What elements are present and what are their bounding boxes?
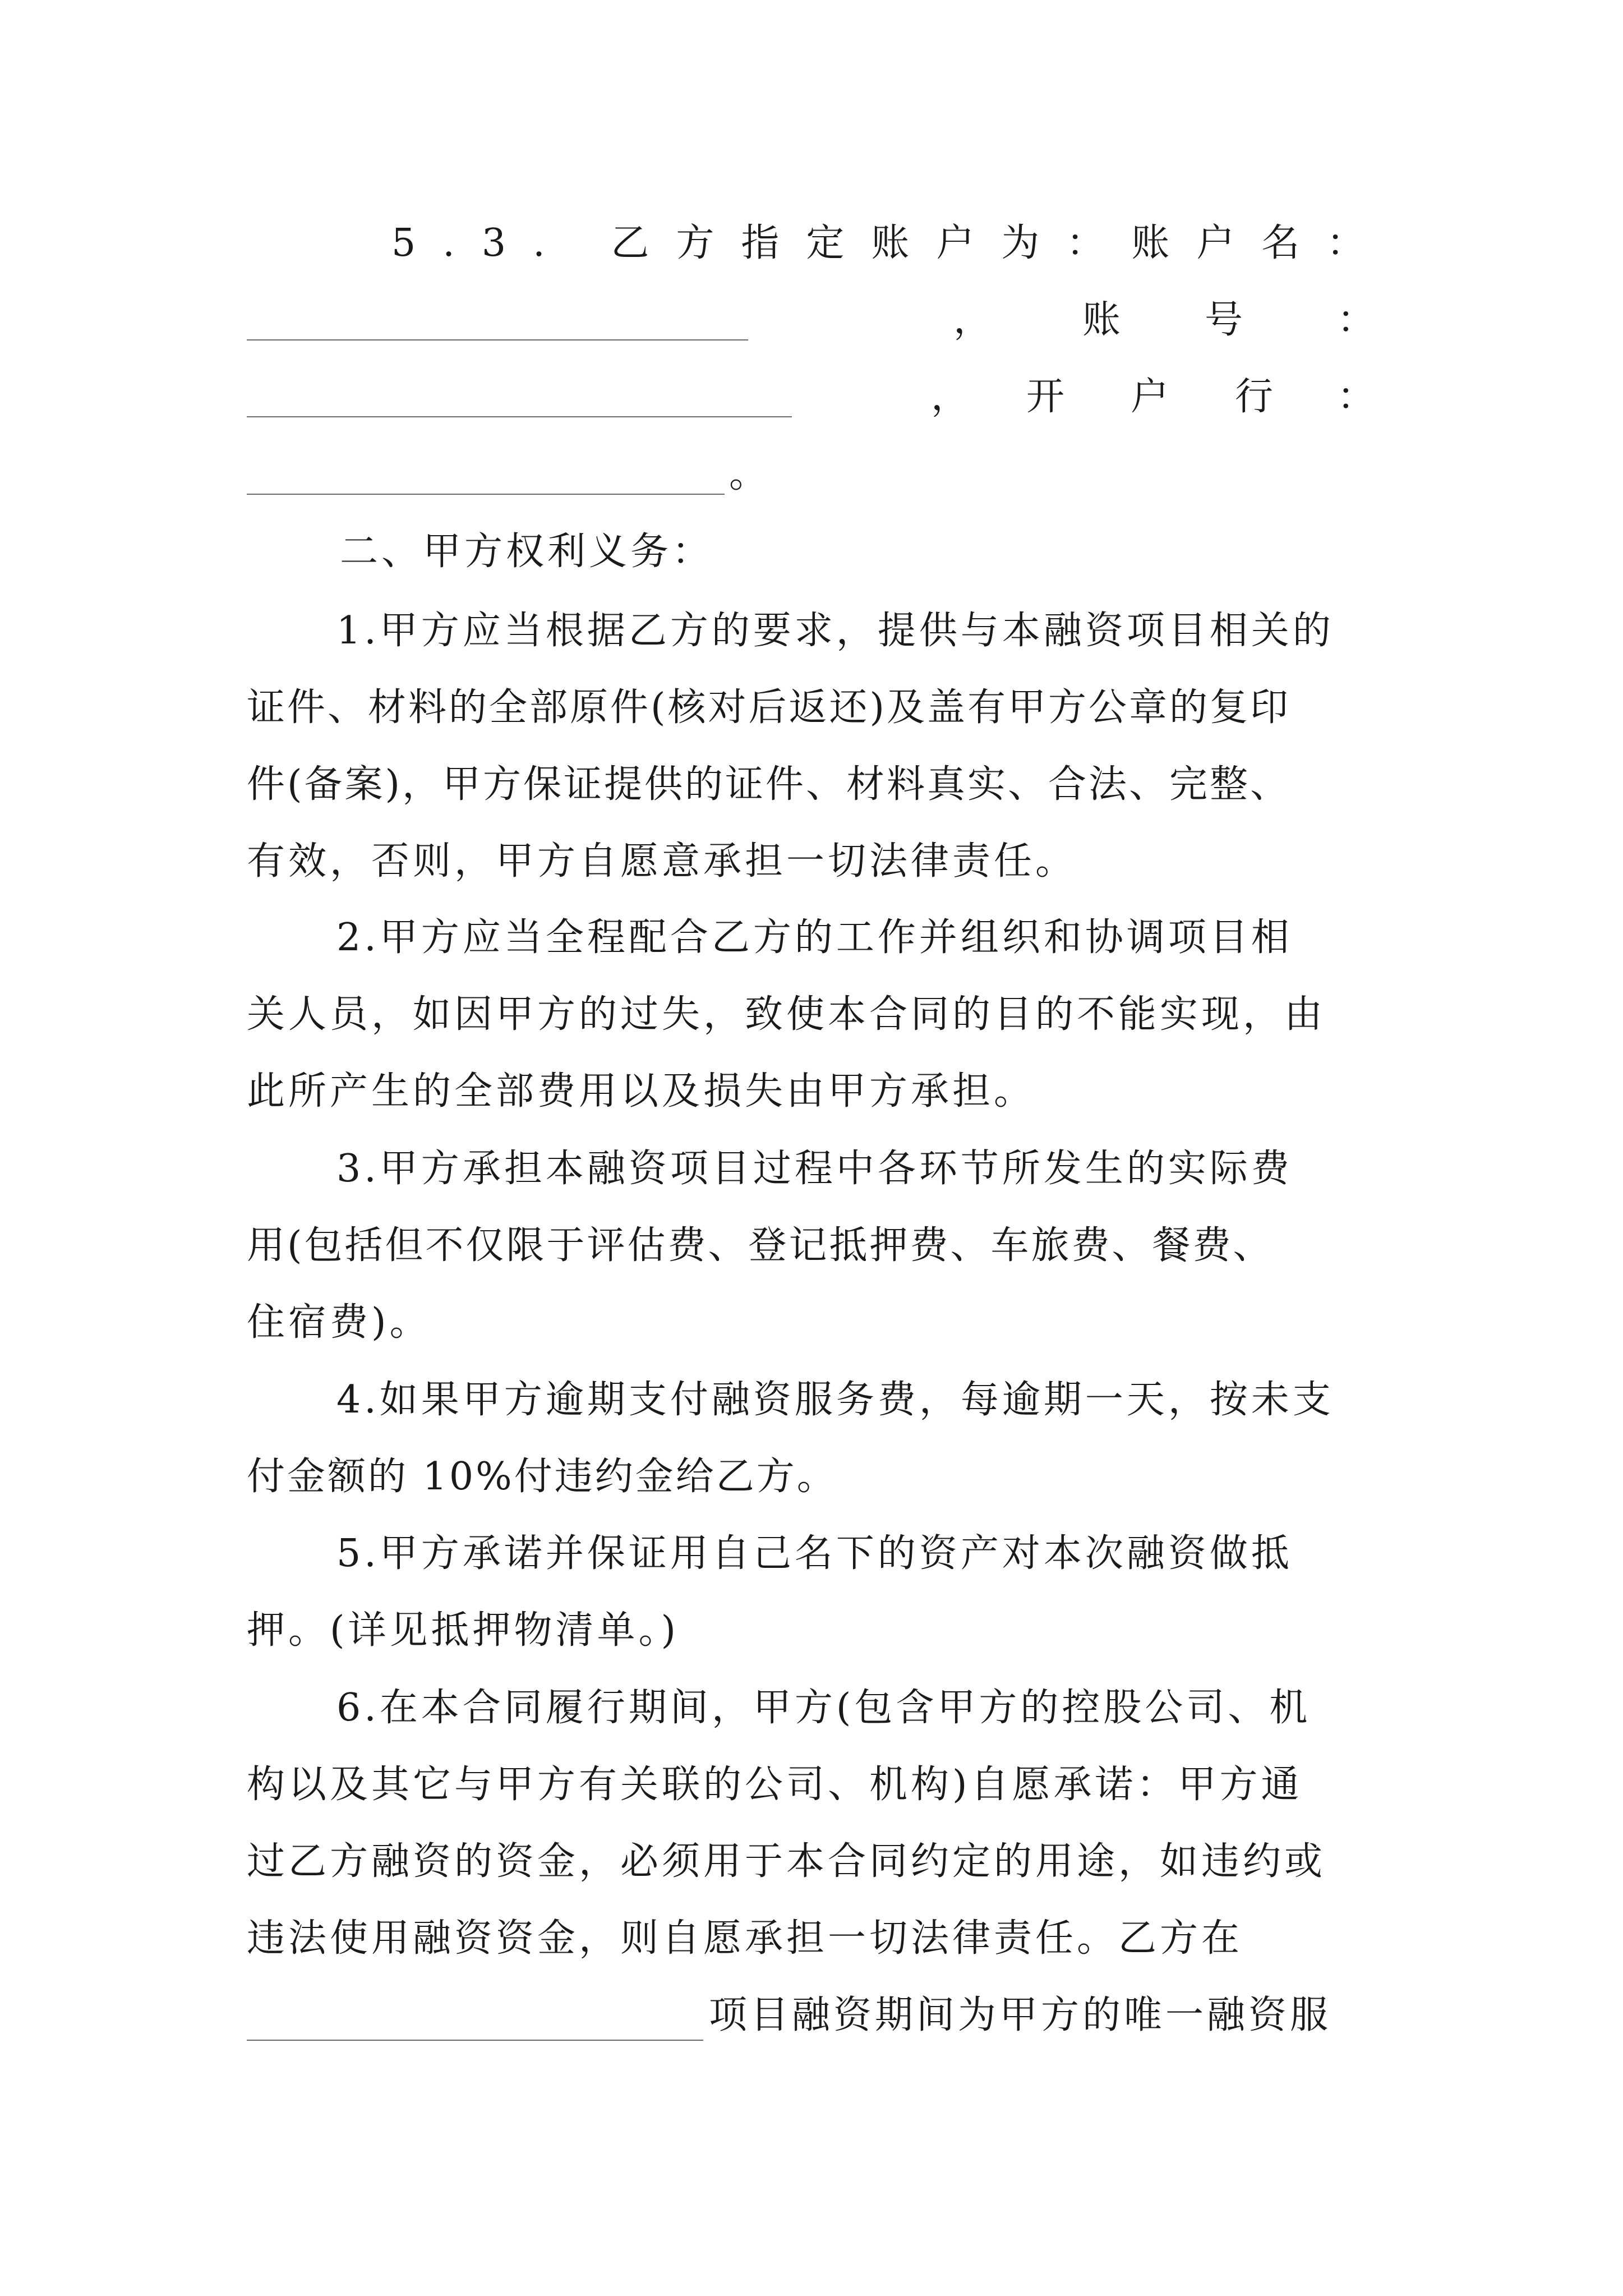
paragraph-line: 件(备案)，甲方保证提供的证件、材料真实、合法、完整、: [247, 762, 1291, 807]
paragraph-line: 证件、材料的全部原件(核对后返还)及盖有甲方公章的复印: [247, 685, 1291, 730]
paragraph-line: 构以及其它与甲方有关联的公司、机构)自愿承诺：甲方通: [247, 1763, 1303, 1807]
bank-name-blank: [247, 494, 725, 495]
bank-label: 开户行: [1026, 375, 1340, 419]
paragraph-line: 有效，否则，甲方自愿意承担一切法律责任。: [247, 839, 1077, 884]
paragraph-line: 押。(详见抵押物清单。): [247, 1608, 680, 1653]
account-name-blank: [247, 339, 748, 341]
punctuation-colon: ：: [1337, 375, 1376, 419]
paragraph-line: 5.甲方承诺并保证用自己名下的资产对本次融资做抵: [336, 1531, 1293, 1576]
paragraph-line: 4.如果甲方逾期支付融资服务费，每逾期一天，按未支: [336, 1378, 1334, 1422]
account-number-blank: [247, 416, 792, 417]
account-number-label: 账号: [1082, 298, 1327, 342]
paragraph-line: 6.在本合同履行期间，甲方(包含甲方的控股公司、机: [336, 1686, 1311, 1730]
punctuation-period: 。: [729, 452, 768, 496]
punctuation-comma: ，: [953, 298, 992, 342]
paragraph-line: 此所产生的全部费用以及损失由甲方承担。: [247, 1069, 1036, 1114]
section-heading: 二、甲方权利义务：: [340, 530, 714, 574]
account-designation-intro: 5.3. 乙方指定账户为：账户名：: [391, 221, 1392, 265]
punctuation-comma: ，: [931, 375, 970, 419]
paragraph-line: 住宿费)。: [247, 1300, 431, 1345]
paragraph-line: 关人员，如因甲方的过失，致使本合同的目的不能实现，由: [247, 992, 1326, 1037]
paragraph-line: 1.甲方应当根据乙方的要求，提供与本融资项目相关的: [336, 609, 1334, 653]
paragraph-line: 项目融资期间为甲方的唯一融资服: [709, 1993, 1332, 2037]
paragraph-line: 付金额的 10%付违约金给乙方。: [247, 1455, 837, 1499]
paragraph-line: 过乙方融资的资金，必须用于本合同约定的用途，如违约或: [247, 1839, 1326, 1884]
paragraph-line: 2.甲方应当全程配合乙方的工作并组织和协调项目相: [336, 915, 1293, 960]
paragraph-line: 用(包括但不仅限于评估费、登记抵押费、车旅费、餐费、: [247, 1223, 1274, 1268]
paragraph-line: 3.甲方承担本融资项目过程中各环节所发生的实际费: [336, 1147, 1293, 1191]
punctuation-colon: ：: [1337, 298, 1376, 342]
paragraph-line: 违法使用融资资金，则自愿承担一切法律责任。乙方在: [247, 1916, 1243, 1961]
project-name-blank: [247, 2040, 703, 2041]
